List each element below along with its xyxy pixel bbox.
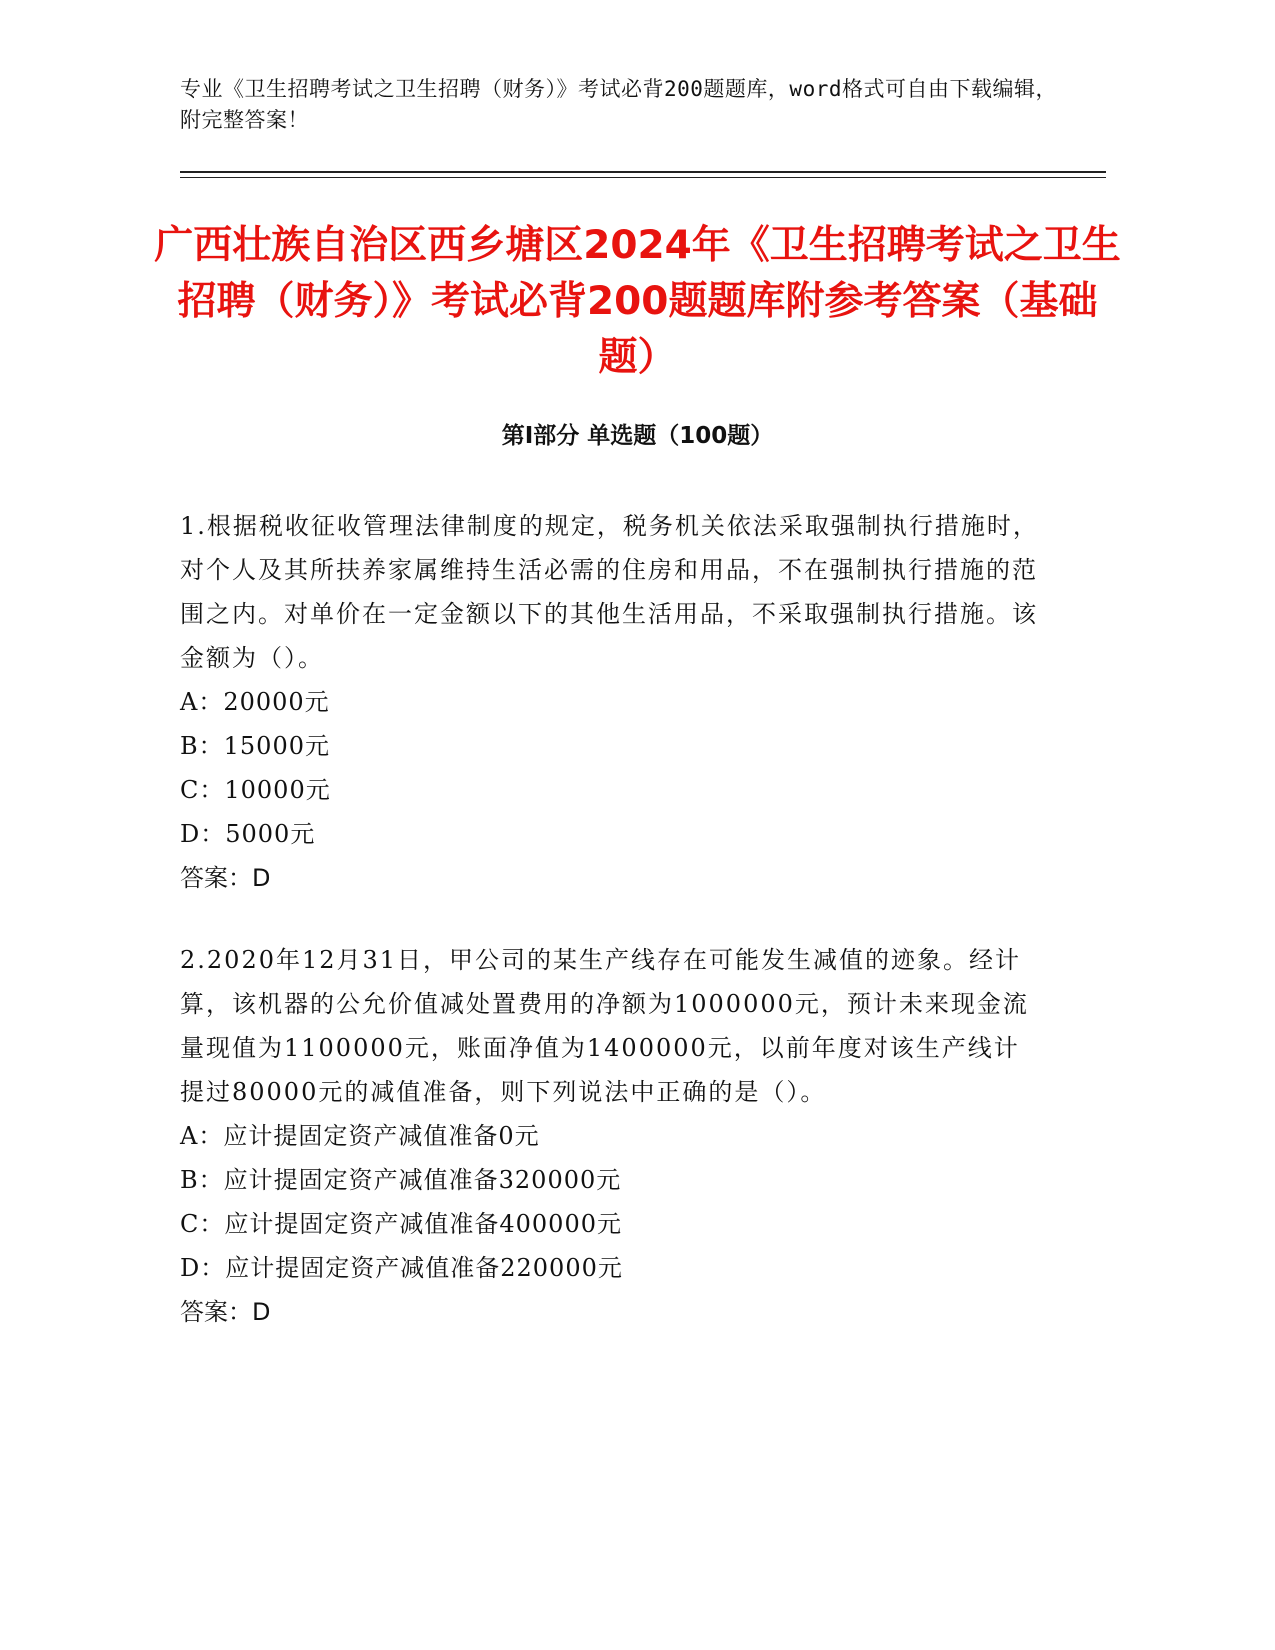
answer: 答案：D [180, 864, 271, 892]
section-title: 第I部分 单选题（100题） [501, 423, 774, 449]
header-divider-thick [180, 171, 1106, 173]
question-2 [180, 938, 1040, 1334]
document-title: 广西壮族自治区西乡塘区2024年《卫生招聘考试之卫生招聘（财务）》考试必背200题题库附参考答案（基础题） [154, 223, 1121, 380]
option-b: B：应计提固定资产减值准备320000元 [180, 1166, 622, 1194]
option-c: C：10000元 [180, 776, 331, 804]
header-note: 专业《卫生招聘考试之卫生招聘（财务）》考试必背200题题库，word格式可自由下载编辑，附完整答案！ [180, 77, 1057, 132]
question-stem: 2.2020年12月31日，甲公司的某生产线存在可能发生减值的迹象。经计算，该机器的公允价值减处置费用的净额为1000000元，预计未来现金流量现值为1100000元，账面净值为1400000元，以前年度对该生产线计提过80000元的减值准备，则下列说法中正确的是（）。 [180, 946, 1029, 1106]
question-stem: 1.根据税收征收管理法律制度的规定，税务机关依法采取强制执行措施时，对个人及其所扶养家属维持生活必需的住房和用品，不在强制执行措施的范围之内。对单价在一定金额以下的其他生活用品，不采取强制执行措施。该金额为（）。 [180, 512, 1039, 672]
question-1 [180, 504, 1040, 900]
option-d: D：5000元 [180, 820, 316, 848]
option-a: A：应计提固定资产减值准备0元 [180, 1122, 540, 1150]
option-b: B：15000元 [180, 732, 330, 760]
option-a: A：20000元 [180, 688, 330, 716]
option-d: D：应计提固定资产减值准备220000元 [180, 1254, 623, 1282]
header-divider-thin [180, 177, 1106, 178]
answer: 答案：D [180, 1298, 271, 1326]
option-c: C：应计提固定资产减值准备400000元 [180, 1210, 622, 1238]
